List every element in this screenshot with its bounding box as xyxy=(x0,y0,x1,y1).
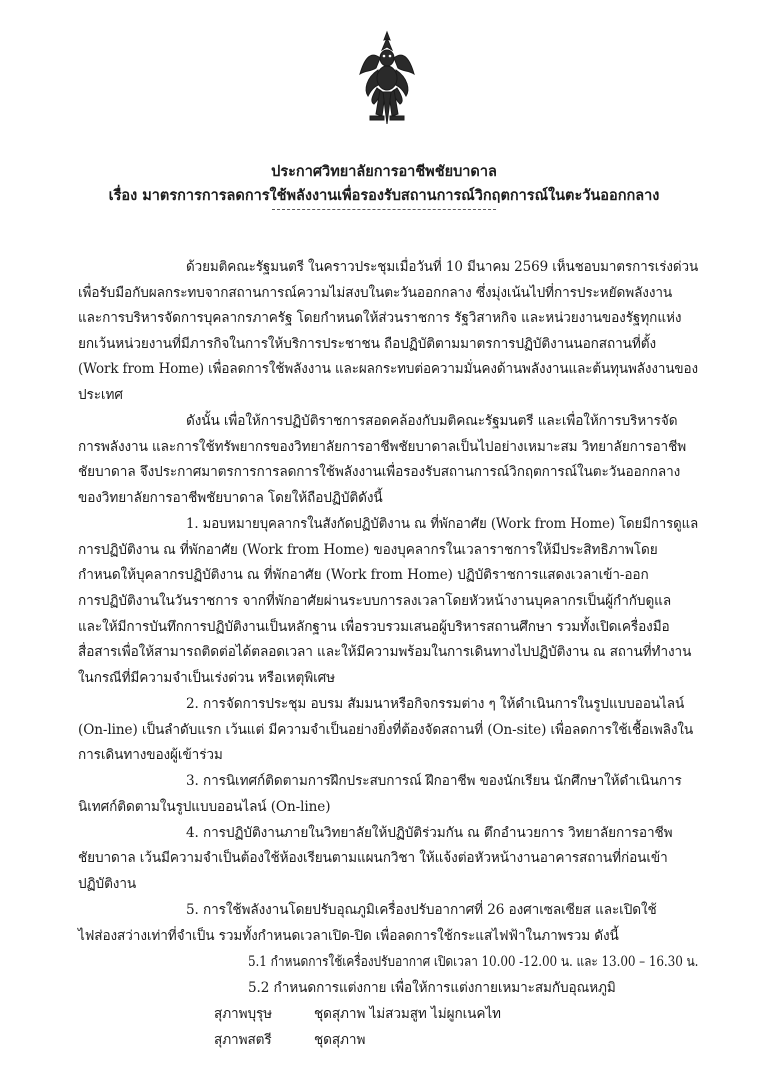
paragraph-line: การพลังงาน และการใช้ทรัพยากรของวิทยาลัยการอาชีพชัยบาดาลเป็นไปอย่างเหมาะสม วิทยาลัยการอาชีพ xyxy=(78,439,687,455)
paragraph-line: และการบริหารจัดการบุคลากรภาครัฐ โดยกำหนดให้ส่วนราชการ รัฐวิสาหกิจ และหน่วยงานของรัฐทุกแห่ง xyxy=(78,310,682,326)
paragraph-line: ของวิทยาลัยการอาชีพชัยบาดาล โดยให้ถือปฏิบัติดังนี้ xyxy=(78,490,383,506)
announcement-subject: เรื่อง มาตรการการลดการใช้พลังงานเพื่อรองรับสถานการณ์วิกฤตการณ์ในตะวันออกกลาง xyxy=(108,187,660,204)
title-separator xyxy=(272,209,496,210)
list-item-line: 5. การใช้พลังงานโดยปรับอุณภูมิเครื่องปรับอากาศที่ 26 องศาเซลเซียส และเปิดใช้ xyxy=(186,902,657,918)
list-item-line: กำหนดให้บุคลากรปฏิบัติงาน ณ ที่พักอาศัย (Work from Home) ปฏิบัติราชการแสดงเวลาเข้า-ออก xyxy=(78,567,649,583)
list-item-line: นิเทศก์ติดตามในรูปแบบออนไลน์ (On-line) xyxy=(78,799,331,815)
list-item-line: 4. การปฏิบัติงานภายในวิทยาลัยให้ปฏิบัติร่วมกัน ณ ตึกอำนวยการ วิทยาลัยการอาชีพ xyxy=(186,825,673,841)
list-item-line: สื่อสารเพื่อให้สามารถติดต่อได้ตลอดเวลา และให้มีความพร้อมในการเดินทางไปปฏิบัติงาน ณ สถานที่ทำงาน xyxy=(78,644,692,660)
dress-code-who: สุภาพสตรี xyxy=(214,1032,272,1048)
sub-item-line: 5.1 กำหนดการใช้เครื่องปรับอากาศ เปิดเวลา 10.00 -12.00 น. และ 13.00 – 16.30 น. xyxy=(248,954,699,970)
list-item-line: และให้มีการบันทึกการปฏิบัติงานเป็นหลักฐาน เพื่อรวบรวมเสนอผู้บริหารสถานศึกษา รวมทั้งเปิดเครื่องมือ xyxy=(78,619,670,635)
list-item-line: (On-line) เป็นลำดับแรก เว้นแต่ มีความจำเป็นอย่างยิ่งที่ต้องจัดสถานที่ (On-site) เพื่อลดการใช้เชื้อเพลิงใน xyxy=(78,722,694,738)
dress-code-who: สุภาพบุรุษ xyxy=(214,1006,273,1022)
list-item-line: ชัยบาดาล เว้นมีความจำเป็นต้องใช้ห้องเรียนตามแผนกวิชา ให้แจ้งต่อหัวหน้างานอาคารสถานที่ก่อนเข้า xyxy=(78,850,668,866)
paragraph-line: ดังนั้น เพื่อให้การปฏิบัติราชการสอดคล้องกับมติคณะรัฐมนตรี และเพื่อให้การบริหารจัด xyxy=(186,413,678,429)
list-item-line: 1. มอบหมายบุคลากรในสังกัดปฏิบัติงาน ณ ที่พักอาศัย (Work from Home) โดยมีการดูแล xyxy=(186,516,699,532)
list-item-line: ในกรณีที่มีความจำเป็นเร่งด่วน หรือเหตุพิเศษ xyxy=(78,670,335,686)
dress-code-what: ชุดสุภาพ ไม่สวมสูท ไม่ผูกเนคไท xyxy=(314,1006,501,1022)
list-item-line: การปฏิบัติงาน ณ ที่พักอาศัย (Work from Home) ของบุคลากรในเวลาราชการให้มีประสิทธิภาพโดย xyxy=(78,542,658,558)
list-item-line: 2. การจัดการประชุม อบรม สัมมนาหรือกิจกรรมต่าง ๆ ให้ดำเนินการในรูปแบบออนไลน์ xyxy=(186,696,685,712)
paragraph-line: ชัยบาดาล จึงประกาศมาตรการการลดการใช้พลังงานเพื่อรองรับสถานการณ์วิกฤตการณ์ในตะวันออกกลาง xyxy=(78,464,681,480)
paragraph-line: ยกเว้นหน่วยงานที่มีภารกิจในการให้บริการประชาชน ถือปฏิบัติตามมาตรการปฏิบัติงานนอกสถานที่ตั้ง xyxy=(78,336,656,352)
paragraph-line: (Work from Home) เพื่อลดการใช้พลังงาน และผลกระทบต่อความมั่นคงด้านพลังงานและต้นทุนพลังงานของ xyxy=(78,361,698,377)
announcement-title: ประกาศวิทยาลัยการอาชีพชัยบาดาล xyxy=(271,163,497,180)
list-item-line: ปฏิบัติงาน xyxy=(78,876,137,892)
sub-item-line: 5.2 กำหนดการแต่งกาย เพื่อให้การแต่งกายเหมาะสมกับอุณหภูมิ xyxy=(248,980,616,996)
list-item-line: 3. การนิเทศก์ติดตามการฝึกประสบการณ์ ฝึกอาชีพ ของนักเรียน นักศึกษาให้ดำเนินการ xyxy=(186,773,682,789)
list-item-line: การปฏิบัติงานในวันราชการ จากที่พักอาศัยผ่านระบบการลงเวลาโดยหัวหน้างานบุคลากรเป็นผู้กำกับดูแล xyxy=(78,593,672,609)
paragraph-line: เพื่อรับมือกับผลกระทบจากสถานการณ์ความไม่สงบในตะวันออกกลาง ซึ่งมุ่งเน้นไปที่การประหยัดพลังงาน xyxy=(78,285,673,301)
paragraph-line: ด้วยมติคณะรัฐมนตรี ในคราวประชุมเมื่อวันที่ 10 มีนาคม 2569 เห็นชอบมาตรการเร่งด่วน xyxy=(186,259,699,275)
dress-code-what: ชุดสุภาพ xyxy=(314,1032,366,1048)
list-item-line: ไฟส่องสว่างเท่าที่จำเป็น รวมทั้งกำหนดเวลาเปิด-ปิด เพื่อลดการใช้กระแสไฟฟ้าในภาพรวม ดังนี้ xyxy=(78,928,619,944)
garuda-emblem-icon xyxy=(356,30,418,130)
paragraph-line: ประเทศ xyxy=(78,387,123,403)
list-item-line: การเดินทางของผู้เข้าร่วม xyxy=(78,747,223,763)
